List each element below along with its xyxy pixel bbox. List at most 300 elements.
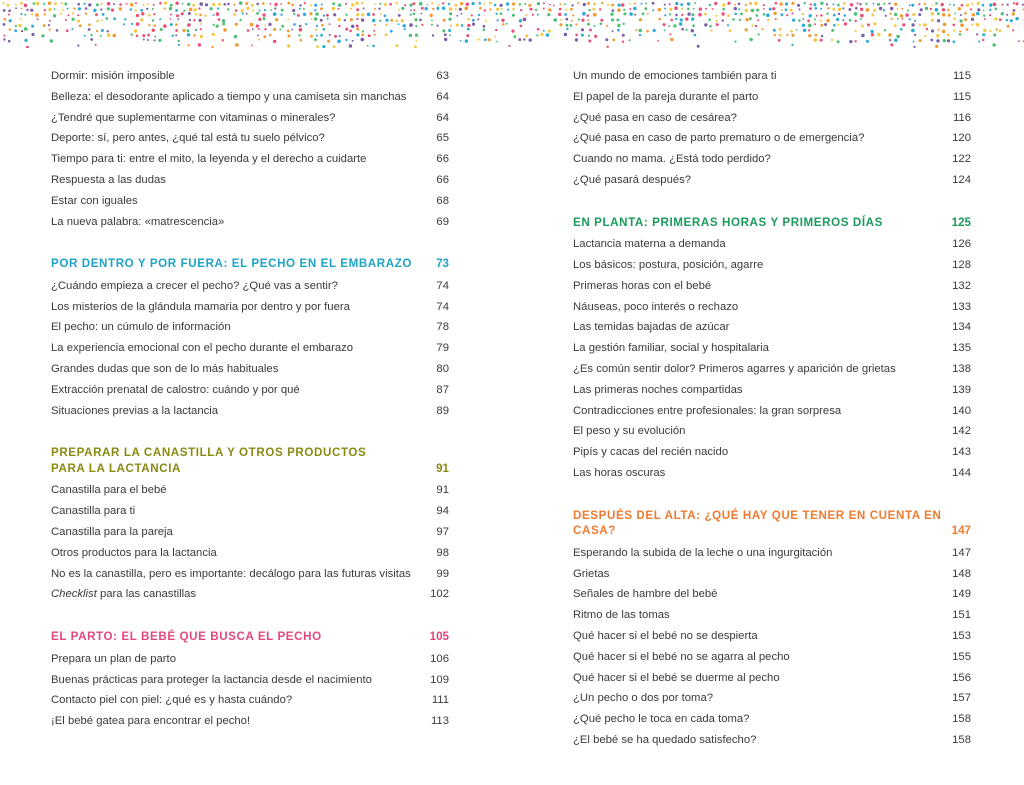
confetti-dot bbox=[170, 14, 172, 16]
section-page-number: 147 bbox=[951, 524, 971, 538]
confetti-dot bbox=[943, 39, 946, 42]
confetti-dot bbox=[448, 29, 451, 32]
toc-entry-title: Qué hacer si el bebé se duerme al pecho bbox=[573, 671, 780, 684]
toc-entry-title: ¿Es común sentir dolor? Primeros agarres y aparición de grietas bbox=[573, 363, 896, 376]
confetti-dot bbox=[194, 8, 197, 11]
confetti-dot bbox=[837, 24, 839, 26]
confetti-dot bbox=[802, 13, 804, 15]
confetti-dot bbox=[779, 34, 782, 37]
confetti-dot bbox=[329, 34, 331, 36]
confetti-dot bbox=[472, 23, 475, 26]
confetti-dot bbox=[460, 40, 462, 42]
confetti-dot bbox=[332, 7, 335, 10]
confetti-dot bbox=[356, 8, 359, 11]
confetti-dot bbox=[136, 14, 139, 17]
confetti-dot bbox=[160, 28, 163, 31]
toc-entry bbox=[51, 359, 449, 380]
section-title-line: DESPUÉS DEL ALTA: ¿QUÉ HAY QUE TENER EN CUENTA EN CASA? bbox=[573, 508, 942, 538]
toc-entry-title: Ritmo de las tomas bbox=[573, 609, 670, 622]
confetti-dot bbox=[754, 2, 758, 6]
confetti-dot bbox=[612, 9, 615, 12]
toc-entry-title: ¿Qué pecho le toca en cada toma? bbox=[573, 713, 750, 726]
confetti-dot bbox=[212, 33, 215, 36]
confetti-dot bbox=[842, 7, 844, 9]
confetti-dot bbox=[600, 19, 603, 22]
confetti-dot bbox=[217, 7, 219, 9]
toc-entry-page-number: 153 bbox=[952, 630, 971, 643]
confetti-dot bbox=[773, 29, 776, 32]
confetti-dot bbox=[459, 8, 462, 11]
confetti-dot bbox=[775, 18, 777, 20]
toc-entry-page-number: 98 bbox=[436, 546, 449, 559]
confetti-dot bbox=[831, 39, 833, 41]
confetti-dot bbox=[698, 13, 702, 17]
toc-entry bbox=[573, 709, 971, 730]
confetti-dot bbox=[983, 10, 985, 12]
confetti-dot bbox=[548, 8, 551, 11]
confetti-dot bbox=[297, 14, 300, 17]
confetti-dot bbox=[135, 9, 137, 11]
confetti-dot bbox=[263, 35, 266, 38]
confetti-dot bbox=[130, 3, 133, 6]
confetti-dot bbox=[136, 35, 139, 38]
confetti-dot bbox=[564, 33, 567, 36]
confetti-dot bbox=[131, 23, 133, 25]
confetti-dot bbox=[96, 3, 99, 6]
confetti-dot bbox=[995, 8, 998, 11]
confetti-dot bbox=[130, 8, 132, 10]
confetti-dot bbox=[467, 24, 470, 27]
confetti-dot bbox=[410, 9, 412, 11]
confetti-dot bbox=[705, 8, 707, 10]
confetti-dot bbox=[778, 39, 781, 42]
confetti-dot bbox=[972, 13, 975, 16]
confetti-dot bbox=[566, 24, 569, 27]
section-title-line: EN PLANTA: PRIMERAS HORAS Y PRIMEROS DÍAS bbox=[573, 215, 883, 229]
confetti-dot bbox=[820, 8, 822, 10]
confetti-dot bbox=[78, 7, 81, 10]
toc-entry-page-number: 158 bbox=[952, 713, 971, 726]
confetti-dot bbox=[902, 23, 905, 26]
confetti-dot bbox=[88, 28, 91, 31]
confetti-dot bbox=[96, 20, 99, 23]
confetti-dot bbox=[275, 18, 278, 21]
confetti-dot bbox=[668, 25, 670, 27]
confetti-dot bbox=[281, 9, 284, 12]
confetti-dot bbox=[763, 4, 765, 6]
confetti-dot bbox=[178, 40, 180, 42]
confetti-dot bbox=[528, 4, 531, 7]
confetti-dot bbox=[396, 20, 399, 23]
confetti-dot bbox=[140, 9, 143, 12]
toc-entry bbox=[573, 730, 971, 751]
confetti-dot bbox=[449, 34, 451, 36]
confetti-dot bbox=[421, 24, 423, 26]
confetti-dot bbox=[345, 3, 347, 5]
confetti-dot bbox=[749, 2, 752, 5]
confetti-dot bbox=[738, 8, 740, 10]
confetti-dot bbox=[351, 25, 354, 28]
confetti-dot bbox=[751, 9, 754, 12]
confetti-dot bbox=[95, 44, 97, 46]
confetti-dot bbox=[195, 29, 197, 31]
confetti-dot bbox=[141, 12, 144, 15]
confetti-dot bbox=[496, 8, 499, 11]
confetti-dot bbox=[758, 33, 760, 35]
confetti-dot bbox=[311, 18, 313, 20]
confetti-dot bbox=[494, 4, 497, 7]
confetti-dot bbox=[409, 23, 413, 27]
confetti-dot bbox=[213, 24, 215, 26]
confetti-dot bbox=[310, 4, 312, 6]
confetti-dot bbox=[578, 18, 580, 20]
confetti-dot bbox=[263, 17, 266, 20]
confetti-dot bbox=[925, 7, 928, 10]
confetti-dot bbox=[566, 28, 568, 30]
confetti-dot bbox=[310, 35, 313, 38]
confetti-dot bbox=[669, 33, 671, 35]
confetti-dot bbox=[164, 1, 167, 4]
confetti-dot bbox=[647, 12, 649, 14]
section-title bbox=[51, 445, 366, 476]
toc-entry-title: Deporte: sí, pero antes, ¿qué tal está tu suelo pélvico? bbox=[51, 132, 325, 145]
confetti-dot bbox=[623, 23, 625, 25]
confetti-dot bbox=[350, 18, 353, 21]
toc-entry-page-number: 113 bbox=[430, 715, 449, 728]
confetti-dot bbox=[420, 13, 422, 15]
confetti-dot bbox=[807, 20, 810, 23]
confetti-dot bbox=[581, 19, 584, 22]
confetti-dot bbox=[618, 4, 621, 7]
toc-entry-page-number: 124 bbox=[952, 173, 971, 186]
confetti-dot bbox=[85, 7, 88, 10]
toc-entry-title: Contradicciones entre profesionales: la gran sorpresa bbox=[573, 404, 842, 417]
confetti-dot bbox=[135, 2, 137, 4]
confetti-dot bbox=[72, 18, 75, 21]
confetti-dot bbox=[757, 19, 759, 21]
confetti-dot bbox=[176, 14, 179, 17]
confetti-dot bbox=[262, 13, 265, 16]
confetti-dot bbox=[779, 2, 782, 5]
confetti-dot bbox=[293, 13, 295, 15]
confetti-dot bbox=[931, 12, 934, 15]
confetti-dot bbox=[843, 2, 846, 5]
confetti-dot bbox=[111, 9, 114, 12]
toc-entry-title: ¿Qué pasará después? bbox=[573, 173, 692, 186]
section-heading bbox=[51, 629, 449, 645]
confetti-dot bbox=[612, 30, 614, 32]
confetti-dot bbox=[444, 33, 447, 36]
confetti-dot bbox=[107, 30, 109, 32]
confetti-dot bbox=[937, 12, 940, 15]
confetti-dot bbox=[15, 7, 17, 9]
toc-entry-title: ¿Cuándo empieza a crecer el pecho? ¿Qué vas a sentir? bbox=[51, 279, 338, 292]
confetti-dot bbox=[239, 1, 243, 5]
confetti-dot bbox=[3, 38, 5, 40]
confetti-dot bbox=[15, 25, 17, 27]
confetti-dot bbox=[101, 3, 103, 5]
confetti-dot bbox=[170, 4, 173, 7]
confetti-dot bbox=[472, 19, 475, 22]
confetti-dot bbox=[101, 29, 104, 32]
confetti-dot bbox=[537, 2, 540, 5]
toc-entry-page-number: 135 bbox=[952, 342, 971, 355]
confetti-dot bbox=[727, 2, 730, 5]
confetti-dot bbox=[745, 18, 748, 21]
confetti-dot bbox=[802, 24, 805, 27]
confetti-dot bbox=[152, 19, 154, 21]
confetti-dot bbox=[543, 2, 545, 4]
confetti-dot bbox=[466, 2, 469, 5]
confetti-dot bbox=[8, 40, 11, 43]
confetti-dot bbox=[786, 14, 788, 16]
confetti-dot bbox=[158, 39, 161, 42]
toc-entry bbox=[51, 338, 449, 359]
confetti-dot bbox=[959, 33, 962, 36]
confetti-dot bbox=[53, 14, 56, 17]
confetti-dot bbox=[316, 35, 318, 37]
confetti-dot bbox=[235, 23, 238, 26]
confetti-dot bbox=[512, 14, 515, 17]
confetti-dot bbox=[107, 7, 110, 10]
confetti-dot bbox=[832, 8, 835, 11]
toc-entry-page-number: 144 bbox=[952, 467, 971, 480]
toc-entry-page-number: 79 bbox=[436, 342, 449, 355]
confetti-dot bbox=[303, 8, 305, 10]
toc-entry-title: Prepara un plan de parto bbox=[51, 652, 176, 665]
toc-entry bbox=[573, 234, 971, 255]
confetti-dot bbox=[792, 12, 794, 14]
confetti-dot bbox=[844, 14, 847, 17]
confetti-dot bbox=[468, 18, 470, 20]
confetti-dot bbox=[199, 2, 203, 6]
toc-entry-title: Esperando la subida de la leche o una ingurgitación bbox=[573, 546, 833, 559]
confetti-dot bbox=[274, 3, 277, 6]
confetti-dot bbox=[855, 30, 857, 32]
confetti-dot bbox=[403, 24, 406, 27]
confetti-dot bbox=[210, 7, 213, 10]
toc-entry bbox=[573, 543, 971, 564]
confetti-dot bbox=[322, 45, 325, 48]
confetti-dot bbox=[763, 13, 766, 16]
toc-entry-title: Estar con iguales bbox=[51, 194, 138, 207]
confetti-dot bbox=[172, 35, 174, 37]
section-heading bbox=[573, 508, 971, 539]
confetti-dot bbox=[247, 29, 250, 32]
confetti-dot bbox=[593, 13, 597, 17]
confetti-dot bbox=[404, 4, 406, 6]
confetti-dot bbox=[964, 12, 967, 15]
confetti-dot bbox=[809, 7, 812, 10]
confetti-dot bbox=[442, 7, 445, 10]
confetti-dot bbox=[187, 3, 190, 6]
confetti-dot bbox=[999, 29, 1002, 32]
confetti-dot bbox=[865, 3, 867, 5]
confetti-dot bbox=[804, 2, 806, 4]
confetti-dot bbox=[235, 43, 239, 47]
toc-entry bbox=[573, 605, 971, 626]
confetti-dot bbox=[549, 4, 551, 6]
confetti-dot bbox=[885, 15, 887, 17]
confetti-dot bbox=[401, 19, 404, 22]
confetti-dot bbox=[450, 25, 452, 27]
confetti-dot bbox=[820, 20, 822, 22]
confetti-dot bbox=[826, 3, 828, 5]
confetti-dot bbox=[448, 3, 450, 5]
confetti-dot bbox=[774, 34, 776, 36]
confetti-dot bbox=[242, 12, 244, 14]
toc-entry-page-number: 99 bbox=[436, 567, 449, 580]
confetti-dot bbox=[21, 8, 23, 10]
confetti-dot bbox=[675, 18, 677, 20]
confetti-dot bbox=[814, 23, 816, 25]
confetti-dot bbox=[223, 3, 226, 6]
confetti-dot bbox=[455, 8, 457, 10]
confetti-dot bbox=[372, 13, 375, 16]
confetti-dot bbox=[85, 13, 87, 15]
confetti-dot bbox=[537, 28, 540, 31]
confetti-dot bbox=[639, 18, 642, 21]
confetti-dot bbox=[948, 14, 951, 17]
confetti-dot bbox=[175, 9, 178, 12]
toc-entry bbox=[51, 170, 449, 191]
confetti-dot bbox=[548, 30, 551, 33]
confetti-dot bbox=[378, 8, 380, 10]
confetti-dot bbox=[588, 9, 590, 11]
confetti-dot bbox=[1006, 19, 1008, 21]
toc-entry bbox=[51, 212, 449, 233]
confetti-dot bbox=[338, 4, 341, 7]
confetti-dot bbox=[861, 34, 865, 38]
confetti-dot bbox=[722, 3, 725, 6]
confetti-dot bbox=[808, 24, 812, 28]
confetti-dot bbox=[575, 23, 577, 25]
confetti-dot bbox=[959, 30, 961, 32]
toc-entry-title: La gestión familiar, social y hospitalaria bbox=[573, 342, 769, 355]
confetti-dot bbox=[512, 8, 515, 11]
confetti-dot bbox=[739, 19, 741, 21]
confetti-dot bbox=[251, 4, 254, 7]
confetti-dot bbox=[949, 4, 951, 6]
confetti-dot bbox=[233, 4, 235, 6]
confetti-dot bbox=[415, 34, 418, 37]
confetti-dot bbox=[442, 29, 445, 32]
confetti-dot bbox=[992, 43, 995, 46]
confetti-dot bbox=[329, 23, 331, 25]
toc-entry bbox=[51, 317, 449, 338]
toc-entry-page-number: 126 bbox=[952, 238, 971, 251]
confetti-dot bbox=[506, 23, 508, 25]
confetti-dot bbox=[183, 10, 185, 12]
toc-entry-title: Situaciones previas a la lactancia bbox=[51, 404, 219, 417]
confetti-dot bbox=[148, 14, 151, 17]
confetti-dot bbox=[8, 9, 11, 12]
confetti-dot bbox=[204, 15, 206, 17]
confetti-dot bbox=[356, 13, 359, 16]
confetti-dot bbox=[821, 35, 823, 37]
confetti-dot bbox=[785, 9, 788, 12]
confetti-dot bbox=[745, 28, 748, 31]
section-title-line: PREPARAR LA CANASTILLA Y OTROS PRODUCTOS bbox=[51, 446, 367, 460]
confetti-dot bbox=[558, 13, 561, 16]
confetti-dot bbox=[506, 2, 509, 5]
toc-entry bbox=[51, 191, 449, 212]
confetti-dot bbox=[624, 12, 627, 15]
confetti-dot bbox=[587, 23, 590, 26]
confetti-dot bbox=[106, 17, 109, 20]
confetti-dot bbox=[583, 3, 586, 6]
confetti-dot bbox=[374, 4, 376, 6]
confetti-dot bbox=[513, 35, 516, 38]
confetti-dot bbox=[989, 30, 991, 32]
confetti-dot bbox=[976, 12, 979, 15]
confetti-dot bbox=[268, 23, 271, 26]
toc-entry bbox=[573, 359, 971, 380]
section-title bbox=[51, 256, 412, 272]
confetti-dot bbox=[258, 39, 260, 41]
confetti-dot bbox=[305, 23, 307, 25]
confetti-dot bbox=[356, 25, 359, 28]
confetti-dot bbox=[587, 19, 589, 21]
confetti-dot bbox=[362, 30, 364, 32]
confetti-dot bbox=[119, 3, 122, 6]
confetti-dot bbox=[24, 27, 28, 31]
confetti-dot bbox=[466, 34, 469, 37]
confetti-dot bbox=[18, 24, 21, 27]
confetti-dot bbox=[809, 14, 812, 17]
confetti-dot bbox=[897, 8, 899, 10]
section-title-line: EL PARTO: EL BEBÉ QUE BUSCA EL PECHO bbox=[51, 630, 322, 644]
confetti-dot bbox=[327, 40, 330, 43]
confetti-dot bbox=[398, 9, 400, 11]
confetti-dot bbox=[601, 2, 603, 4]
confetti-dot bbox=[884, 29, 886, 31]
section-title-line: PARA LA LACTANCIA bbox=[51, 461, 181, 475]
confetti-dot bbox=[48, 8, 51, 11]
confetti-dot bbox=[175, 23, 178, 26]
confetti-dot bbox=[432, 34, 434, 36]
confetti-dot bbox=[842, 19, 844, 21]
confetti-dot bbox=[902, 18, 904, 20]
confetti-dot bbox=[26, 46, 29, 48]
confetti-dot bbox=[199, 19, 202, 22]
confetti-dot bbox=[471, 14, 473, 16]
toc-entry-title: Extracción prenatal de calostro: cuándo y por qué bbox=[51, 383, 300, 396]
confetti-dot bbox=[756, 9, 759, 12]
toc-entry-page-number: 69 bbox=[436, 215, 449, 228]
confetti-dot bbox=[897, 18, 899, 20]
confetti-dot bbox=[479, 2, 482, 5]
confetti-dot bbox=[570, 24, 573, 27]
confetti-dot bbox=[714, 2, 717, 5]
toc-entry-page-number: 128 bbox=[952, 259, 971, 272]
confetti-dot bbox=[605, 38, 608, 41]
confetti-dot bbox=[62, 9, 64, 11]
confetti-dot bbox=[101, 19, 103, 21]
toc-entry-title: ¿El bebé se ha quedado satisfecho? bbox=[573, 734, 757, 747]
confetti-dot bbox=[850, 3, 853, 6]
toc-entry bbox=[51, 584, 449, 605]
toc-entry-title: Pipís y cacas del recién nacido bbox=[573, 446, 729, 459]
confetti-dot bbox=[398, 23, 400, 25]
toc-entry-title: ¿Qué pasa en caso de parto prematuro o de emergencia? bbox=[573, 132, 865, 145]
confetti-dot bbox=[799, 8, 801, 10]
confetti-dot bbox=[942, 13, 945, 16]
toc-entry bbox=[51, 690, 449, 711]
confetti-dot bbox=[681, 8, 683, 10]
confetti-dot bbox=[218, 18, 221, 21]
confetti-dot bbox=[345, 28, 348, 31]
